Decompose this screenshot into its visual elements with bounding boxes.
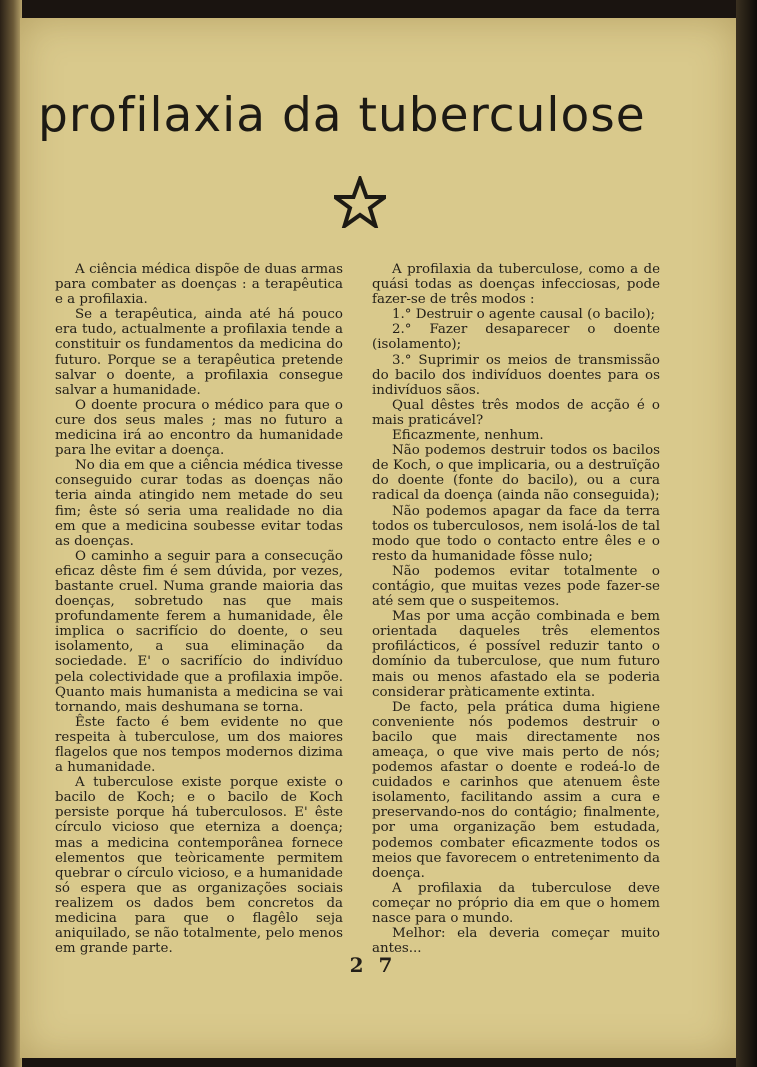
list-item: 1.° Destruir o agente causal (o bacilo); [392, 307, 656, 323]
paragraph: A ciência médica dispõe de duas armas para combater as doenças : a terapêutica e a profilaxia. [55, 262, 343, 308]
paragraph: No dia em que a ciência médica tivesse conseguido curar todas as doenças não teria ainda atingido nem metade do seu fim; êste só seria uma realidade no dia em que a medicina soubesse evitar todas as doenças. [55, 458, 344, 549]
paragraph: Se a terapêutica, ainda até há pouco era tudo, actualmente a profilaxia tende a constituir os fundamentos da medicina do futuro. Porque se a terapêutica pretende salvar o doente, a profilaxia consegue salvar a humanidade. [55, 307, 343, 398]
page-edge [736, 0, 757, 1067]
paragraph: A profilaxia da tuberculose, como a de quási todas as doenças infecciosas, pode fazer-se de três modos : [372, 262, 660, 308]
paragraph: O doente procura o médico para que o cure dos seus males ; mas no futuro a medicina irá ao encontro da humanidade para lhe evitar a doença. [55, 397, 343, 459]
page-title: profilaxia da tuberculose [38, 88, 646, 143]
right-column [372, 262, 660, 956]
paragraph: Qual dêstes três modos de acção é o mais praticável? [372, 397, 660, 428]
paragraph: A profilaxia da tuberculose deve começar no próprio dia em que o homem nasce para o mundo. [372, 880, 660, 927]
paragraph: De facto, pela prática duma higiene conveniente nós podemos destruir o bacilo que mais directamente nos ameaça, o que vive mais perto de nós; podemos afastar o doente e rodeá-lo de cuidados e carinhos que atenuem êste isolamento, facilitando assim a cura e preservando-nos do contágio; finalmente, por uma organização bem estudada, podemos combater eficazmente todos os meios que favorecem o entretenimento da doença. [372, 699, 660, 881]
paragraph: Eficazmente, nenhum. [392, 428, 544, 444]
star-icon [334, 176, 386, 228]
paragraph: Melhor: ela deveria começar muito antes... [372, 926, 660, 957]
list-item: 3.° Suprimir os meios de transmissão do bacilo dos indivíduos doentes para os indivíduos sãos. [372, 352, 660, 398]
paragraph: Mas por uma acção combinada e bem orientada daqueles três elementos profilácticos, é possível reduzir tanto o domínio da tuberculose, que num futuro mais ou menos afastado ela se poderia considerar pràticamente extinta. [372, 609, 660, 700]
paragraph: Êste facto é bem evidente no que respeita à tuberculose, um dos maiores flagelos que nos tempos modernos dizima a humanidade. [55, 714, 343, 776]
page-number: 2 7 [349, 953, 397, 977]
paragraph: A tuberculose existe porque existe o bacilo de Koch; e o bacilo de Koch persiste porque há tuberculosos. E' êste círculo vicioso que eterniza a doença; mas a medicina contemporânea fornece elementos que teòricamente permitem quebrar o círculo vicioso, e a humanidade só espera que as organizações sociais realizem os dados bem concretos da medicina para que o flagêlo seja aniquilado, se não totalmente, pelo menos em grande parte. [55, 775, 343, 957]
book-spine [0, 0, 22, 1067]
left-column [55, 262, 343, 956]
list-item: 2.° Fazer desaparecer o doente (isolamento); [372, 322, 660, 353]
paragraph: O caminho a seguir para a consecução eficaz dêste fim é sem dúvida, por vezes, bastante cruel. Numa grande maioria das doenças, sobretudo nas que mais profundamente ferem a humanidade, êle implica o sacrifício do doente, o seu isolamento, a sua eliminação da sociedade. E' o sacrifício do indivíduo pela colectividade que a profilaxia impõe. Quanto mais humanista a medicina se vai tornando, mais deshumana se torna. [55, 548, 343, 715]
paragraph: Não podemos apagar da face da terra todos os tuberculosos, nem isolá-los de tal modo que todo o contacto entre êles e o resto da humanidade fôsse nulo; [372, 503, 660, 564]
paragraph: Não podemos evitar totalmente o contágio, que muitas vezes pode fazer-se até sem que o suspeitemos. [372, 563, 660, 610]
paragraph: Não podemos destruir todos os bacilos de Koch, o que implicaria, ou a destruïção do doente (fonte do bacilo), ou a cura radical da doença (ainda não conseguida); [372, 443, 660, 504]
